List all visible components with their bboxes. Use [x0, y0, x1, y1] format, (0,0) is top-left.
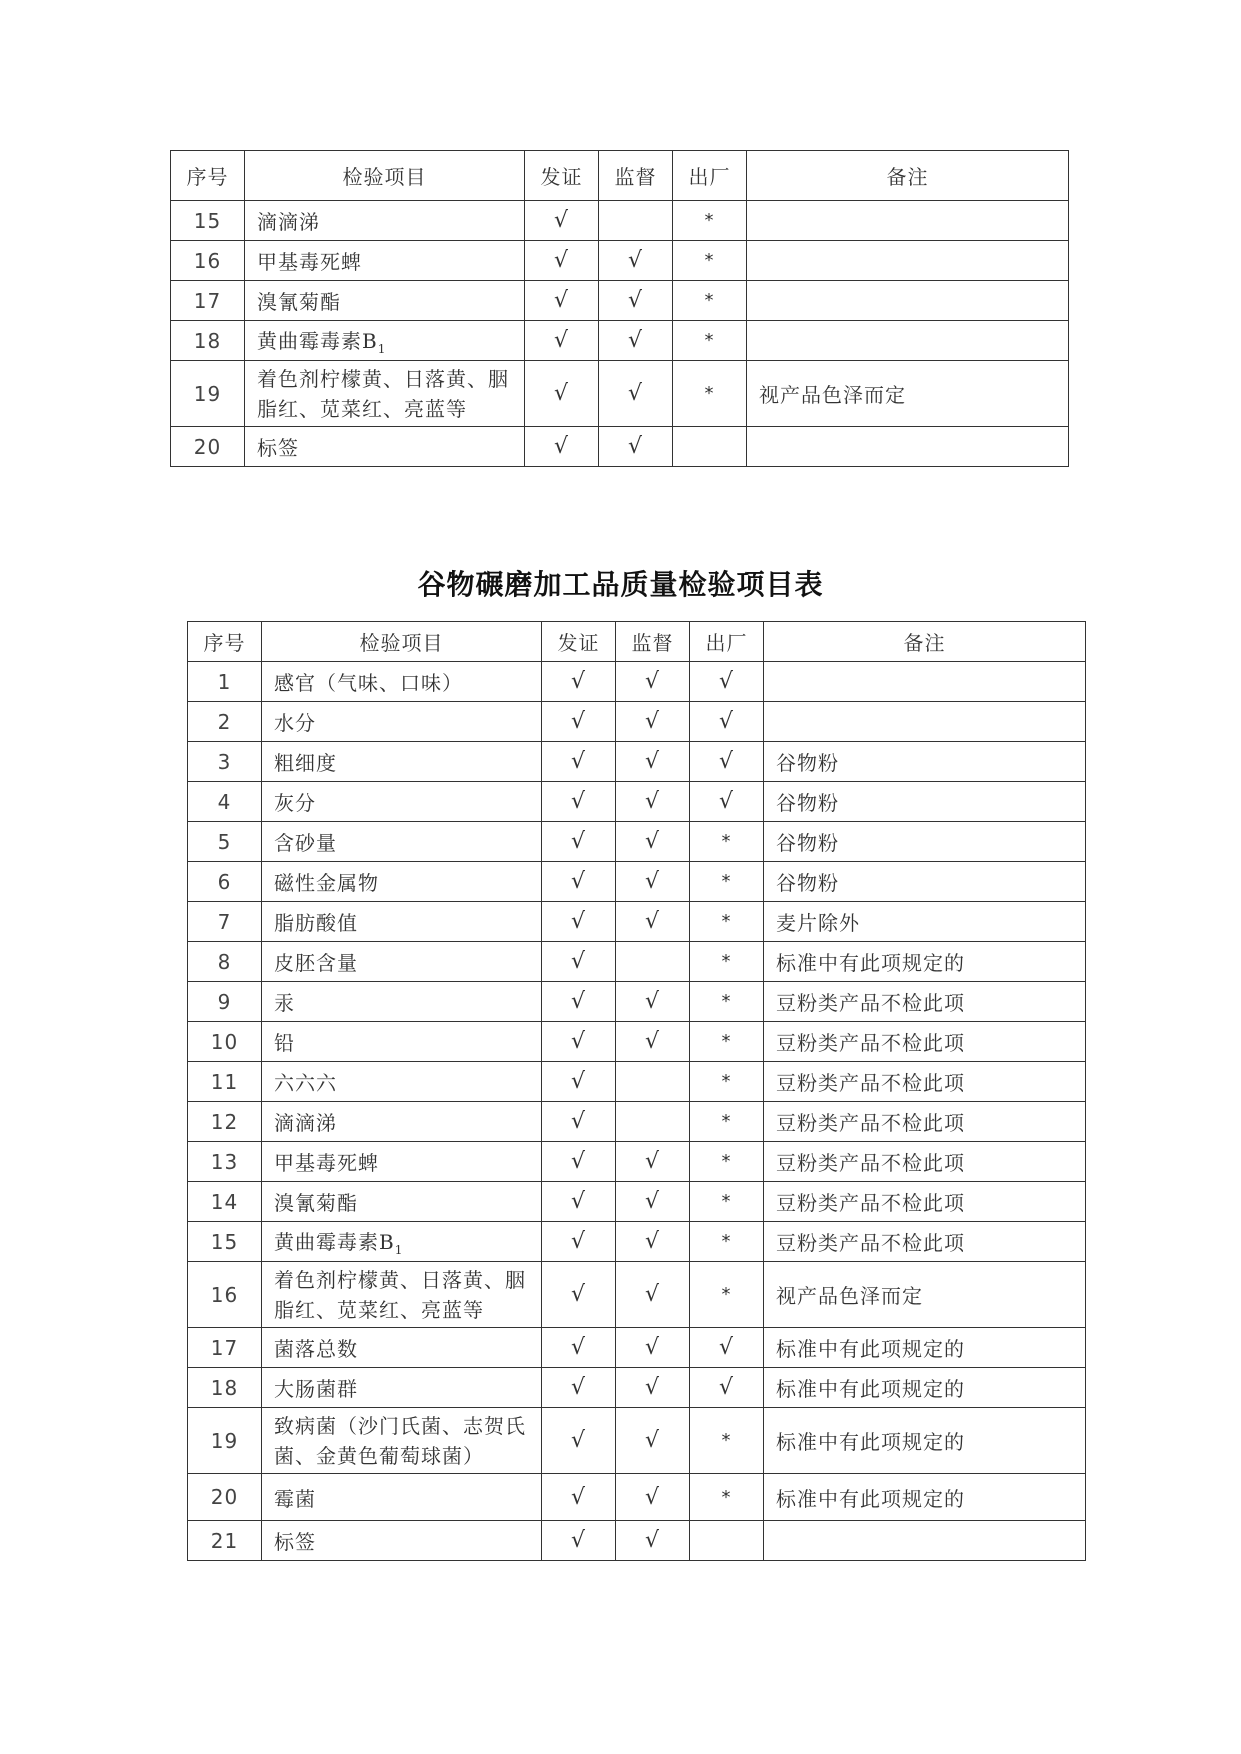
supervise-mark: √: [616, 862, 690, 902]
inspection-item: 甲基毒死蜱: [262, 1142, 542, 1182]
row-number: 16: [171, 241, 245, 281]
table-row: [188, 1102, 1086, 1142]
supervise-mark: √: [599, 361, 673, 427]
table-row: [188, 1521, 1086, 1561]
supervise-mark: [616, 1062, 690, 1102]
supervise-mark: √: [599, 281, 673, 321]
remark-text: [747, 427, 1069, 467]
row-number: 2: [188, 702, 262, 742]
row-number: 19: [171, 361, 245, 427]
header-supervise: 监督: [599, 151, 673, 201]
factory-mark: *: [673, 281, 747, 321]
row-number: 3: [188, 742, 262, 782]
supervise-mark: √: [616, 902, 690, 942]
remark-text: 谷物粉: [764, 742, 1086, 782]
factory-mark: *: [673, 241, 747, 281]
cert-mark: √: [542, 742, 616, 782]
supervise-mark: √: [616, 1368, 690, 1408]
factory-mark: *: [690, 942, 764, 982]
table-row: [188, 1262, 1086, 1328]
table-row: [188, 822, 1086, 862]
remark-text: 标准中有此项规定的: [764, 942, 1086, 982]
cert-mark: √: [525, 427, 599, 467]
cert-mark: √: [542, 1142, 616, 1182]
factory-mark: *: [690, 1142, 764, 1182]
row-number: 17: [171, 281, 245, 321]
supervise-mark: √: [616, 1142, 690, 1182]
supervise-mark: [599, 201, 673, 241]
row-number: 1: [188, 662, 262, 702]
inspection-item: 滴滴涕: [262, 1102, 542, 1142]
header-seq: 序号: [171, 151, 245, 201]
row-number: 8: [188, 942, 262, 982]
cert-mark: √: [542, 982, 616, 1022]
table-row: [188, 742, 1086, 782]
row-number: 6: [188, 862, 262, 902]
supervise-mark: √: [616, 1022, 690, 1062]
header-remark: 备注: [764, 622, 1086, 662]
table-row: [171, 241, 1069, 281]
table-title: 谷物碾磨加工品质量检验项目表: [417, 568, 824, 601]
row-number: 12: [188, 1102, 262, 1142]
cert-mark: √: [542, 1474, 616, 1521]
supervise-mark: √: [616, 822, 690, 862]
supervise-mark: √: [599, 321, 673, 361]
supervise-mark: √: [616, 1521, 690, 1561]
table-row: [171, 427, 1069, 467]
cert-mark: √: [542, 1182, 616, 1222]
row-number: 21: [188, 1521, 262, 1561]
factory-mark: *: [690, 1262, 764, 1328]
inspection-item: 霉菌: [262, 1474, 542, 1521]
factory-mark: *: [690, 862, 764, 902]
table-row: [188, 862, 1086, 902]
remark-text: 标准中有此项规定的: [764, 1408, 1086, 1474]
factory-mark: √: [690, 702, 764, 742]
cert-mark: √: [542, 702, 616, 742]
remark-text: [764, 1521, 1086, 1561]
cert-mark: √: [525, 201, 599, 241]
inspection-item: 粗细度: [262, 742, 542, 782]
table-row: [188, 702, 1086, 742]
inspection-item: 灰分: [262, 782, 542, 822]
row-number: 5: [188, 822, 262, 862]
inspection-item: 含砂量: [262, 822, 542, 862]
inspection-item: 水分: [262, 702, 542, 742]
table-row: [188, 1142, 1086, 1182]
table-row: [188, 1062, 1086, 1102]
row-number: 15: [188, 1222, 262, 1262]
cert-mark: √: [542, 1521, 616, 1561]
factory-mark: [690, 1521, 764, 1561]
inspection-item: 标签: [262, 1521, 542, 1561]
table-row: [188, 1222, 1086, 1262]
remark-text: [747, 201, 1069, 241]
factory-mark: √: [690, 662, 764, 702]
inspection-item: 感官（气味、口味）: [262, 662, 542, 702]
remark-text: 豆粉类产品不检此项: [764, 1022, 1086, 1062]
remark-text: 谷物粉: [764, 862, 1086, 902]
table-row: [188, 982, 1086, 1022]
header-cert: 发证: [525, 151, 599, 201]
factory-mark: √: [690, 742, 764, 782]
row-number: 14: [188, 1182, 262, 1222]
table-row: [171, 321, 1069, 361]
grain-milling-inspection-table: [187, 621, 1086, 1561]
cert-mark: √: [542, 862, 616, 902]
cert-mark: √: [525, 281, 599, 321]
remark-text: [747, 281, 1069, 321]
table-row: [188, 1408, 1086, 1474]
table-row: [188, 662, 1086, 702]
factory-mark: √: [690, 1328, 764, 1368]
supervise-mark: √: [616, 662, 690, 702]
inspection-item: 磁性金属物: [262, 862, 542, 902]
remark-text: 视产品色泽而定: [747, 361, 1069, 427]
cert-mark: √: [525, 241, 599, 281]
remark-text: 豆粉类产品不检此项: [764, 1142, 1086, 1182]
factory-mark: *: [673, 361, 747, 427]
inspection-item: 菌落总数: [262, 1328, 542, 1368]
inspection-item: 黄曲霉毒素$B_1$: [262, 1222, 542, 1262]
cert-mark: √: [542, 1262, 616, 1328]
inspection-item: 标签: [245, 427, 525, 467]
factory-mark: √: [690, 782, 764, 822]
table-row: [188, 1328, 1086, 1368]
row-number: 7: [188, 902, 262, 942]
table-header-row: [171, 151, 1069, 201]
inspection-item: 铅: [262, 1022, 542, 1062]
cert-mark: √: [525, 361, 599, 427]
factory-mark: *: [690, 1182, 764, 1222]
remark-text: 谷物粉: [764, 782, 1086, 822]
cert-mark: √: [542, 1408, 616, 1474]
remark-text: [747, 321, 1069, 361]
inspection-item: 着色剂柠檬黄、日落黄、胭脂红、苋菜红、亮蓝等: [245, 361, 525, 427]
remark-text: 豆粉类产品不检此项: [764, 982, 1086, 1022]
inspection-item: 皮胚含量: [262, 942, 542, 982]
table-row: [188, 1182, 1086, 1222]
row-number: 15: [171, 201, 245, 241]
factory-mark: *: [690, 902, 764, 942]
inspection-item: 汞: [262, 982, 542, 1022]
cert-mark: √: [542, 1222, 616, 1262]
cert-mark: √: [542, 1102, 616, 1142]
supervise-mark: √: [616, 782, 690, 822]
supervise-mark: √: [616, 702, 690, 742]
remark-text: 豆粉类产品不检此项: [764, 1182, 1086, 1222]
factory-mark: √: [690, 1368, 764, 1408]
table-row: [188, 782, 1086, 822]
cert-mark: √: [542, 1022, 616, 1062]
remark-text: 豆粉类产品不检此项: [764, 1062, 1086, 1102]
factory-mark: *: [690, 1102, 764, 1142]
table-row: [171, 361, 1069, 427]
inspection-item: 致病菌（沙门氏菌、志贺氏菌、金黄色葡萄球菌）: [262, 1408, 542, 1474]
remark-text: 标准中有此项规定的: [764, 1474, 1086, 1521]
inspection-item: 甲基毒死蜱: [245, 241, 525, 281]
cert-mark: √: [542, 782, 616, 822]
supervise-mark: √: [616, 1222, 690, 1262]
table-row: [171, 201, 1069, 241]
table-header-row: [188, 622, 1086, 662]
header-factory: 出厂: [690, 622, 764, 662]
inspection-table-continued: [170, 150, 1069, 467]
cert-mark: √: [525, 321, 599, 361]
factory-mark: *: [690, 1022, 764, 1062]
factory-mark: *: [673, 321, 747, 361]
row-number: 4: [188, 782, 262, 822]
cert-mark: √: [542, 942, 616, 982]
remark-text: [747, 241, 1069, 281]
row-number: 11: [188, 1062, 262, 1102]
row-number: 20: [188, 1474, 262, 1521]
cert-mark: √: [542, 662, 616, 702]
factory-mark: *: [690, 1408, 764, 1474]
header-remark: 备注: [747, 151, 1069, 201]
supervise-mark: √: [599, 427, 673, 467]
row-number: 9: [188, 982, 262, 1022]
supervise-mark: √: [616, 1262, 690, 1328]
row-number: 10: [188, 1022, 262, 1062]
table-row: [171, 281, 1069, 321]
header-cert: 发证: [542, 622, 616, 662]
row-number: 17: [188, 1328, 262, 1368]
inspection-item: 滴滴涕: [245, 201, 525, 241]
factory-mark: *: [690, 1062, 764, 1102]
header-item: 检验项目: [262, 622, 542, 662]
header-item: 检验项目: [245, 151, 525, 201]
row-number: 13: [188, 1142, 262, 1182]
remark-text: [764, 662, 1086, 702]
row-number: 18: [188, 1368, 262, 1408]
factory-mark: *: [690, 1222, 764, 1262]
factory-mark: *: [690, 822, 764, 862]
cert-mark: √: [542, 822, 616, 862]
factory-mark: *: [673, 201, 747, 241]
remark-text: 麦片除外: [764, 902, 1086, 942]
table-row: [188, 902, 1086, 942]
supervise-mark: [616, 942, 690, 982]
supervise-mark: √: [616, 982, 690, 1022]
cert-mark: √: [542, 1328, 616, 1368]
inspection-item: 大肠菌群: [262, 1368, 542, 1408]
remark-text: 标准中有此项规定的: [764, 1368, 1086, 1408]
supervise-mark: √: [599, 241, 673, 281]
inspection-item: 溴氰菊酯: [262, 1182, 542, 1222]
cert-mark: √: [542, 1062, 616, 1102]
row-number: 18: [171, 321, 245, 361]
supervise-mark: √: [616, 742, 690, 782]
supervise-mark: [616, 1102, 690, 1142]
factory-mark: *: [690, 1474, 764, 1521]
row-number: 16: [188, 1262, 262, 1328]
remark-text: 标准中有此项规定的: [764, 1328, 1086, 1368]
table-row: [188, 942, 1086, 982]
supervise-mark: √: [616, 1182, 690, 1222]
remark-text: 视产品色泽而定: [764, 1262, 1086, 1328]
row-number: 19: [188, 1408, 262, 1474]
supervise-mark: √: [616, 1328, 690, 1368]
table-row: [188, 1368, 1086, 1408]
remark-text: 豆粉类产品不检此项: [764, 1222, 1086, 1262]
remark-text: 豆粉类产品不检此项: [764, 1102, 1086, 1142]
factory-mark: [673, 427, 747, 467]
inspection-item: 六六六: [262, 1062, 542, 1102]
supervise-mark: √: [616, 1408, 690, 1474]
cert-mark: √: [542, 1368, 616, 1408]
row-number: 20: [171, 427, 245, 467]
factory-mark: *: [690, 982, 764, 1022]
header-seq: 序号: [188, 622, 262, 662]
inspection-item: 黄曲霉毒素$B_1$: [245, 321, 525, 361]
supervise-mark: √: [616, 1474, 690, 1521]
cert-mark: √: [542, 902, 616, 942]
inspection-item: 脂肪酸值: [262, 902, 542, 942]
header-supervise: 监督: [616, 622, 690, 662]
inspection-item: 溴氰菊酯: [245, 281, 525, 321]
table-row: [188, 1022, 1086, 1062]
remark-text: [764, 702, 1086, 742]
inspection-item: 着色剂柠檬黄、日落黄、胭脂红、苋菜红、亮蓝等: [262, 1262, 542, 1328]
table-row: [188, 1474, 1086, 1521]
remark-text: 谷物粉: [764, 822, 1086, 862]
header-factory: 出厂: [673, 151, 747, 201]
